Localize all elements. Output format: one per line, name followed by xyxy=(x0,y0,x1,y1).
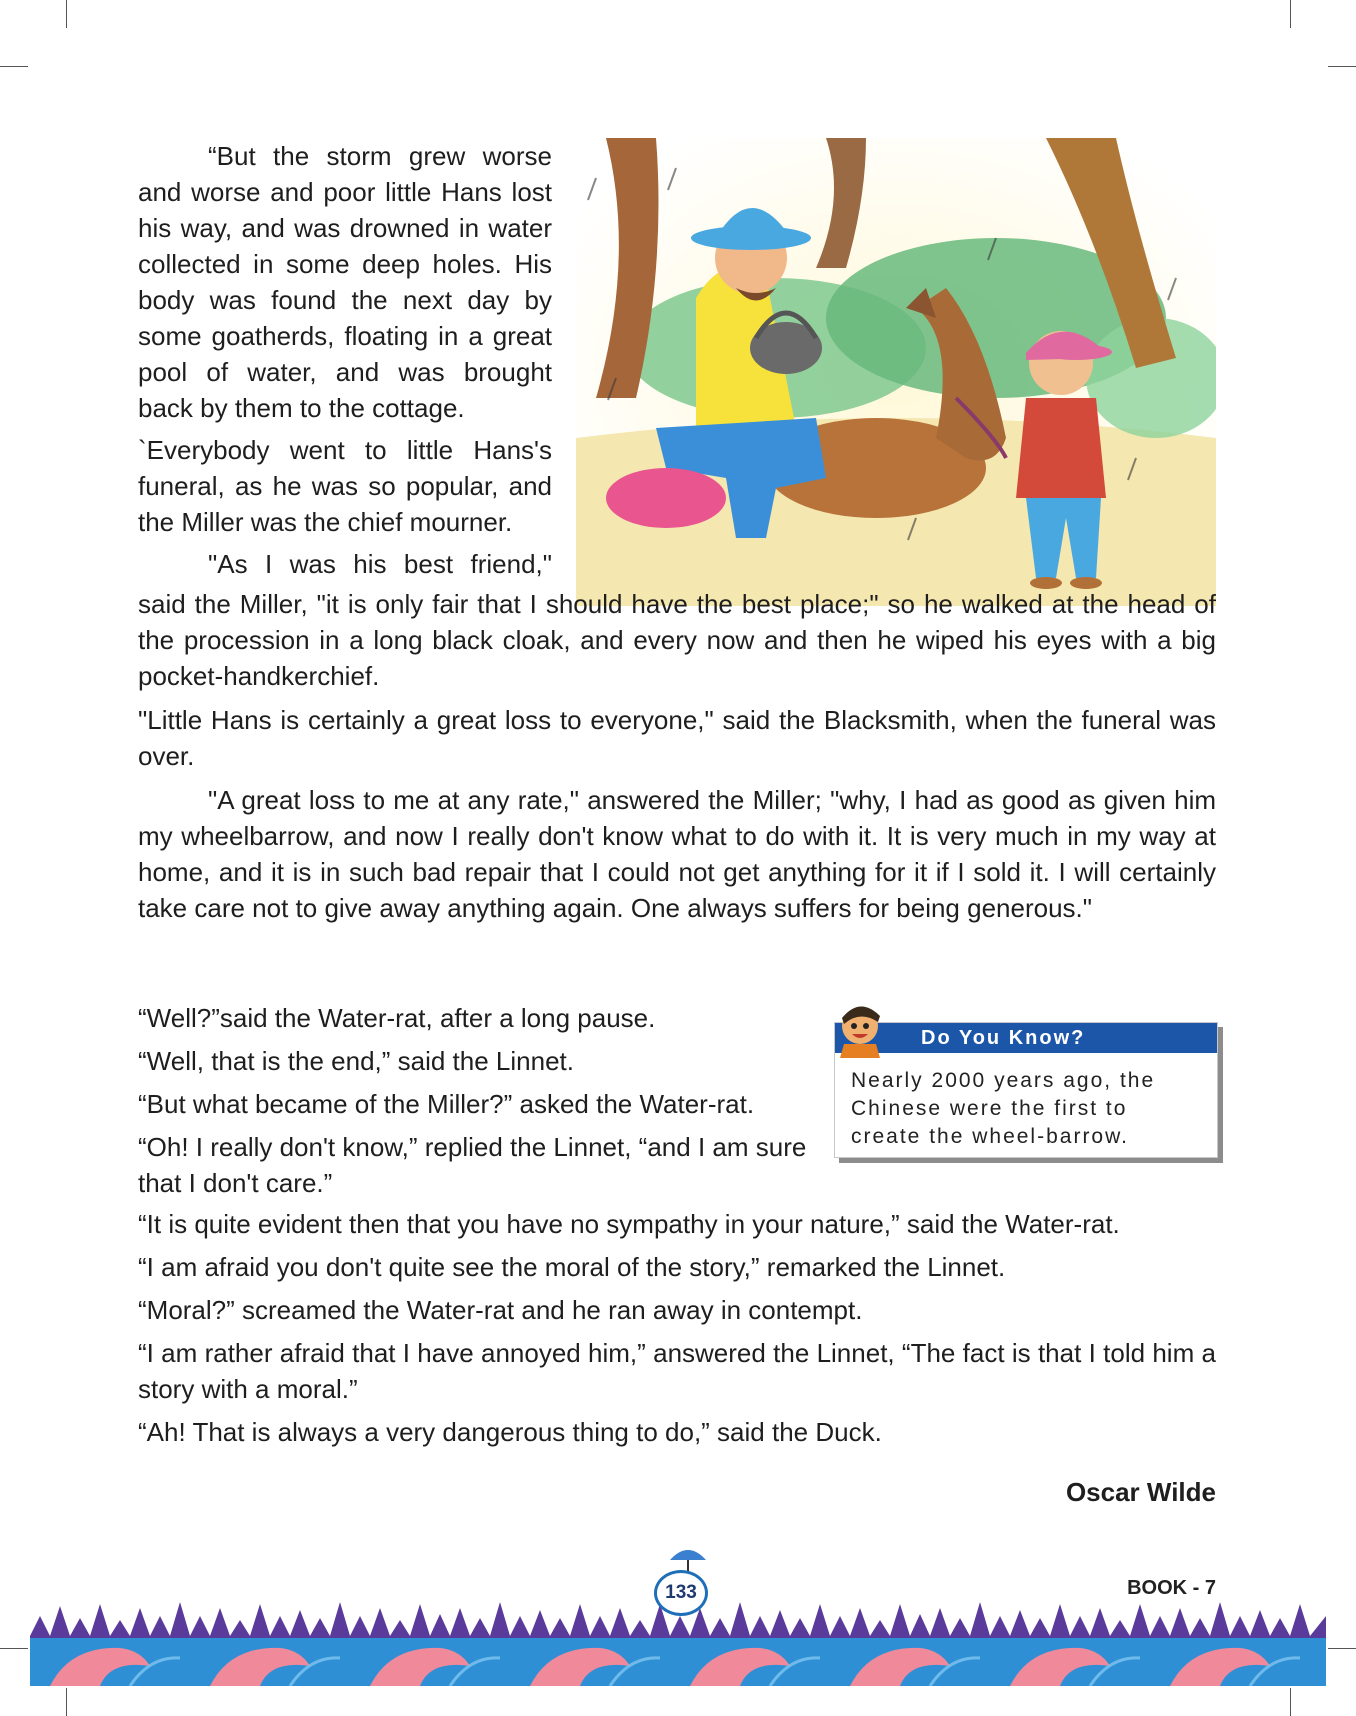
umbrella-icon xyxy=(668,1544,708,1574)
crop-mark xyxy=(66,1688,67,1716)
author-name: Oscar Wilde xyxy=(1065,1477,1216,1507)
dialogue-tail-column xyxy=(138,1206,1216,1457)
crop-mark xyxy=(1328,1648,1356,1649)
story-paragraph: “But the storm grew worse and worse and poor little Hans lost his way, and was drowned in water collected in some deep holes. His body was found the next day by some goatherds, floating in a great pool of water, and was brought back by them to the cottage. xyxy=(138,141,552,423)
dialogue-line: “Well, that is the end,” said the Linnet. xyxy=(138,1046,574,1076)
dialogue-line: “But what became of the Miller?” asked the Water-rat. xyxy=(138,1089,755,1119)
story-paragraph: said the Miller, "it is only fair that I should have the best place;" so he walked at the head of the procession in a long black cloak, and every now and then he wiped his eyes with a big pocket-handkerchief. xyxy=(138,589,1216,691)
dialogue-line: “Well?”said the Water-rat, after a long pause. xyxy=(138,1003,656,1033)
crop-mark xyxy=(1290,0,1291,28)
dialogue-line: “Ah! That is always a very dangerous thing to do,” said the Duck. xyxy=(138,1417,882,1447)
crop-mark xyxy=(1290,1688,1291,1716)
crop-mark xyxy=(66,0,67,28)
book-label: BOOK - 7 xyxy=(1127,1577,1216,1599)
dialogue-line: “I am afraid you don't quite see the moral of the story,” remarked the Linnet. xyxy=(138,1252,1006,1282)
story-full-column xyxy=(138,586,1216,934)
dialogue-line: “Oh! I really don't know,” replied the Linnet, “and I am sure that I don't care.” xyxy=(138,1132,807,1198)
crop-mark xyxy=(0,66,28,67)
story-narrow-column xyxy=(138,138,552,588)
story-paragraph: "As I was his best friend," xyxy=(208,549,552,579)
dialogue-narrow-column xyxy=(138,1000,818,1208)
dialogue-line: “It is quite evident then that you have no sympathy in your nature,” said the Water-rat. xyxy=(138,1209,1120,1239)
crop-mark xyxy=(0,1648,28,1649)
page-number: 133 xyxy=(654,1570,708,1616)
story-paragraph: "Little Hans is certainly a great loss to everyone," said the Blacksmith, when the funeral was over. xyxy=(138,705,1216,771)
crop-mark xyxy=(1328,66,1356,67)
story-paragraph: "A great loss to me at any rate," answered the Miller; "why, I had as good as given him my wheelbarrow, and now I really don't know what to do with it. It is very much in my way at home, and it is in such bad repair that I could not get anything for it if I sold it. I will certainly take care not to give away anything again. One always suffers for being generous." xyxy=(138,785,1216,923)
do-you-know-text: Nearly 2000 years ago, the Chinese were the first to create the wheel-barrow. xyxy=(851,1069,1156,1148)
mascot-icon xyxy=(830,996,900,1058)
do-you-know-title: Do You Know? xyxy=(835,1023,1217,1053)
story-paragraph: `Everybody went to little Hans's funeral, as he was so popular, and the Miller was the chief mourner. xyxy=(138,435,552,537)
dialogue-line: “I am rather afraid that I have annoyed him,” answered the Linnet, “The fact is that I told him a story with a moral.” xyxy=(138,1338,1216,1404)
story-illustration xyxy=(576,138,1216,606)
dialogue-line: “Moral?” screamed the Water-rat and he ran away in contempt. xyxy=(138,1295,863,1325)
